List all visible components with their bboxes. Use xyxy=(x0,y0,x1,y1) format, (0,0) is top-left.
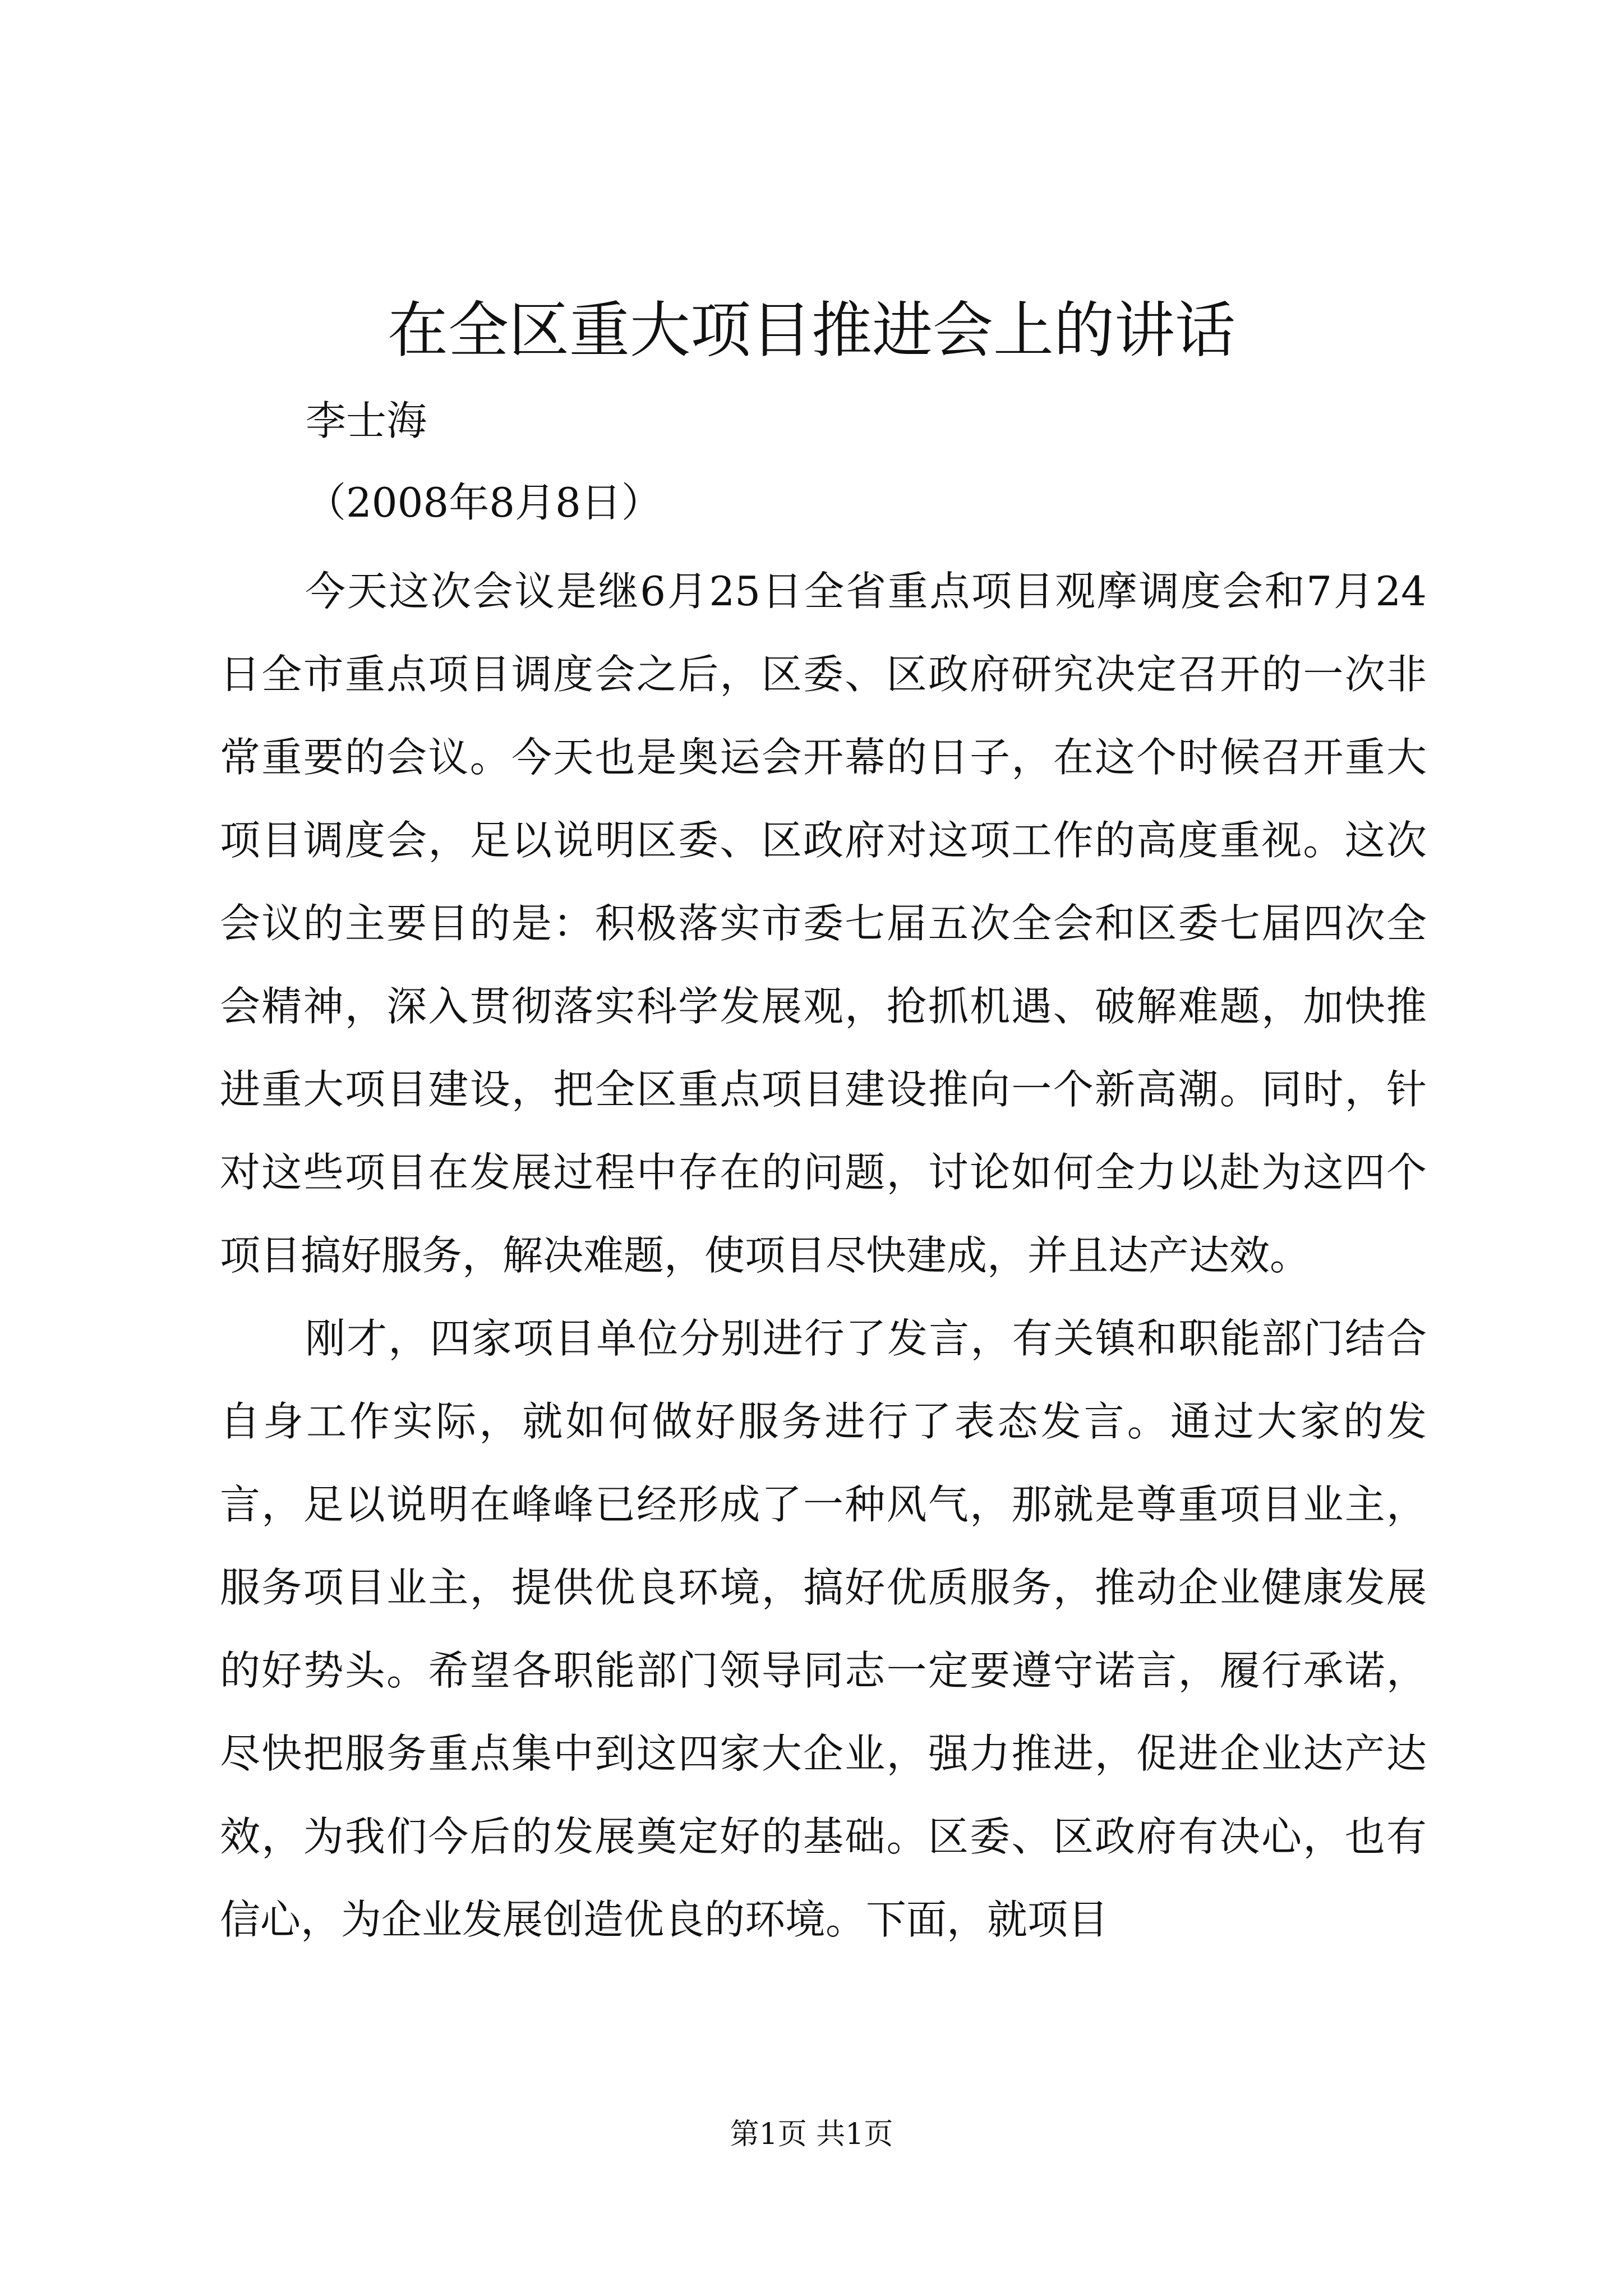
page-footer: 第1页 共1页 xyxy=(730,2118,893,2151)
document-date: （2008年8月8日） xyxy=(306,479,662,526)
document-title: 在全区重大项目推进会上的讲话 xyxy=(387,296,1235,366)
body-paragraph: 刚才，四家项目单位分别进行了发言，有关镇和职能部门结合自身工作实际，就如何做好服务进行了表态发言。通过大家的发言，足以说明在峰峰已经形成了一种风气，那就是尊重项目业主，服务项目业主，提供优良环境，搞好优质服务，推动企业健康发展的好势头。希望各职能部门领导同志一定要遵守诺言，履行承诺，尽快把服务重点集中到这四家大企业，强力推进，促进企业达产达效，为我们今后的发展奠定好的基础。区委、区政府有决心，也有信心，为企业发展创造优良的环境。下面，就项目 xyxy=(220,1315,1427,1943)
document-author: 李士海 xyxy=(306,397,427,444)
body-paragraph: 今天这次会议是继6月25日全省重点项目观摩调度会和7月24日全市重点项目调度会之后，区委、区政府研究决定召开的一次非常重要的会议。今天也是奥运会开幕的日子，在这个时候召开重大项目调度会，足以说明区委、区政府对这项工作的高度重视。这次会议的主要目的是：积极落实市委七届五次全会和区委七届四次全会精神，深入贯彻落实科学发展观，抢抓机遇、破解难题，加快推进重大项目建设，把全区重点项目建设推向一个新高潮。同时，针对这些项目在发展过程中存在的问题，讨论如何全力以赴为这四个项目搞好服务，解决难题，使项目尽快建成，并且达产达效。 xyxy=(220,568,1427,1279)
document-body xyxy=(220,550,1427,1961)
